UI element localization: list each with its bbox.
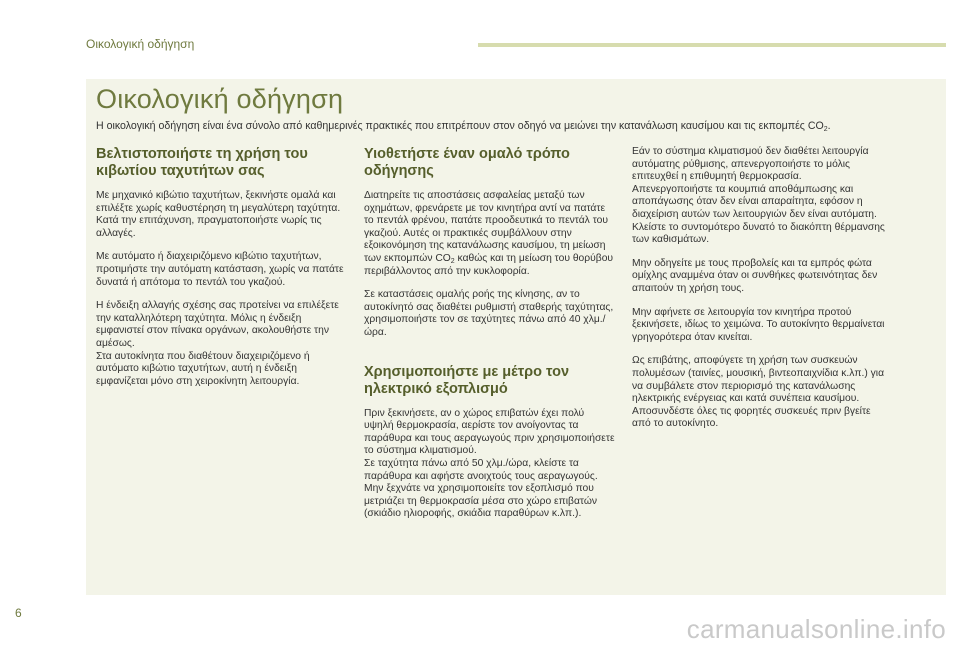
- paragraph-safety-distances: [364, 190, 616, 278]
- ac-text-1: Εάν το σύστημα κλιματισμού δεν διαθέτει λειτουργία αυτόματης ρύθμισης, απενεργοποιήστε το μόλις επιτευχθεί η επιθυμητή θερμοκρασία.: [632, 146, 869, 183]
- paragraph-air-conditioning: [632, 146, 890, 247]
- multimedia-text-2: Αποσυνδέστε όλες τις φορητές συσκευές πριν βγείτε από το αυτοκίνητο.: [632, 405, 871, 430]
- paragraph-multimedia: [632, 355, 890, 431]
- paragraph-gear-indicator: [96, 300, 348, 388]
- heading-gearbox: Βελτιστοποιήστε τη χρήση του κιβωτίου ταχυτήτων σας: [96, 146, 308, 179]
- column-gearbox: [96, 146, 348, 399]
- paragraph-headlamps: Μην οδηγείτε με τους προβολείς και τα εμπρός φώτα ομίχλης αναμμένα όταν οι συνθήκες φωτεινότητας δεν απαιτούν τη χρήση τους.: [632, 257, 878, 294]
- header-section-label: Οικολογική οδήγηση: [86, 37, 195, 51]
- heading-electrical-equipment: Χρησιμοποιήστε με μέτρο τον ηλεκτρικό εξοπλισμό: [364, 363, 570, 397]
- paragraph-engine-idle: Μην αφήνετε σε λειτουργία τον κινητήρα προτού ξεκινήσετε, ιδίως το χειμώνα. Το αυτοκίνητο θερμαίνεται γρηγορότερα όταν κινείται.: [632, 306, 885, 343]
- ventilation-text-1: Πριν ξεκινήσετε, αν ο χώρος επιβατών έχει πολύ υψηλή θερμοκρασία, αερίστε τον ανοίγοντας τα παράθυρα και τους αεραγωγούς πριν χρησιμοποιήσετε το σύστημα κλιματισμού.: [364, 407, 615, 457]
- heading-smooth-driving: Υιοθετήστε έναν ομαλό τρόπο οδήγησης: [364, 146, 570, 179]
- page-title: Οικολογική οδήγηση: [96, 84, 344, 114]
- intro-subscript: 2: [823, 126, 828, 133]
- paragraph-automatic-gearbox: Με αυτόματο ή διαχειριζόμενο κιβώτιο ταχυτήτων, προτιμήστε την αυτόματη κατάσταση, χωρίς να πατάτε δυνατά ή απότομα το πεντάλ του γκαζιού.: [96, 251, 344, 288]
- gear-indicator-note: Στα αυτοκίνητα που διαθέτουν διαχειριζόμενο ή αυτόματο κιβώτιο ταχυτήτων, αυτή η ένδειξη εμφανίζεται μόνο στη χειροκίνητη λειτουργία.: [96, 350, 310, 387]
- safety-distances-text: Διατηρείτε τις αποστάσεις ασφαλείας μεταξύ των οχημάτων, φρενάρετε με τον κινητήρα αντί να πατάτε το πεντάλ φρένου, πατάτε προοδευτικά το πεντάλ του γκαζιού. Αυτές οι πρακτικές συμβάλλουν στην εξοικονόμηση της κατανάλωσης καυσίμου, τη μείωση των εκπομπών CO: [364, 190, 608, 264]
- intro-paragraph: [96, 120, 936, 133]
- safety-distances-text-end: καθώς και τη μείωση του θορύβου περιβάλλοντος από την κυκλοφορία.: [364, 252, 614, 277]
- multimedia-text-1: Ως επιβάτης, αποφύγετε τη χρήση των συσκευών πολυμέσων (ταινίες, μουσική, βιντεοπαιχνίδια κ.λπ.) για να συμβάλετε στον περιορισμό της κατανάλωσης ηλεκτρικής ενέργειας και κατά συνέπεια καυσίμου.: [632, 355, 885, 405]
- column-driving-style: [364, 146, 616, 532]
- ventilation-text-2: Σε ταχύτητα πάνω από 50 χλμ./ώρα, κλείστε τα παράθυρα και αφήστε ανοιχτούς τους αεραγωγούς.: [364, 457, 598, 482]
- ac-text-3: Κλείστε το συντομότερο δυνατό το διακόπτη θέρμανσης των καθισμάτων.: [632, 221, 885, 246]
- header-accent-bar: [478, 43, 946, 47]
- ventilation-text-3: Μην ξεχνάτε να χρησιμοποιείτε τον εξοπλισμό που μετριάζει τη θερμοκρασία μέσα στο χώρο επιβατών (σκιάδιο ηλιοροφής, σκιάδια παραθύρων κ.λπ.).: [364, 483, 598, 520]
- gear-indicator-text: Η ένδειξη αλλαγής σχέσης σας προτείνει να επιλέξετε την καταλληλότερη ταχύτητα. Μόλις η ένδειξη εμφανιστεί στον πίνακα οργάνων, ακολουθήστε την αμέσως.: [96, 300, 339, 349]
- co2-subscript: 2: [450, 257, 455, 265]
- ac-text-2: Απενεργοποιήστε τα κουμπιά αποθάμπωσης και αποπάγωσης όταν δεν είναι απαραίτητα, εφόσον η διαχείριση αυτών των λειτουργιών δεν είναι αυτόματη.: [632, 183, 877, 220]
- intro-text-end: .: [827, 120, 831, 132]
- paragraph-ventilation: [364, 408, 616, 521]
- watermark: carmanualsonline.info: [686, 614, 946, 644]
- column-equipment-tips: [632, 146, 890, 442]
- paragraph-cruise-control: Σε καταστάσεις ομαλής ροής της κίνησης, αν το αυτοκίνητό σας διαθέτει ρυθμιστή σταθερής ταχύτητας, χρησιμοποιήστε τον σε ταχύτητες πάνω από 40 χλμ./ώρα.: [364, 289, 614, 338]
- page-number: 6: [15, 606, 22, 620]
- paragraph-manual-gearbox: Με μηχανικό κιβώτιο ταχυτήτων, ξεκινήστε ομαλά και επιλέξτε χωρίς καθυστέρηση τη μεγαλύτερη ταχύτητα. Κατά την επιτάχυνση, πραγματοποιήστε νωρίς τις αλλαγές.: [96, 190, 341, 239]
- intro-text: Η οικολογική οδήγηση είναι ένα σύνολο από καθημερινές πρακτικές που επιτρέπουν στον οδηγό να μειώνει την κατανάλωση καυσίμου και τις εκπομπές CO: [96, 120, 824, 132]
